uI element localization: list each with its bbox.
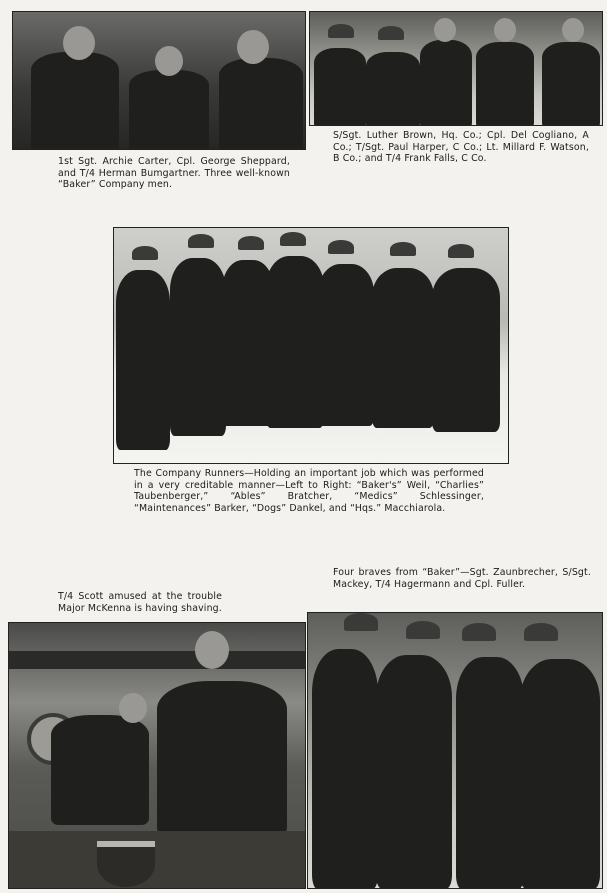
person-figure — [456, 657, 524, 889]
photo-bottom-left — [8, 622, 306, 889]
person-figure — [542, 42, 600, 126]
person-figure — [266, 256, 324, 428]
caption-top-right: S/Sgt. Luther Brown, Hq. Co.; Cpl. Del Cogliano, A Co.; T/Sgt. Paul Harper, C Co.; Lt. Millard F. Watson, B Co.; and T/4 Frank Falls, C Co. — [333, 130, 589, 165]
caption-top-left: 1st Sgt. Archie Carter, Cpl. George Sheppard, and T/4 Herman Bumgartner. Three well-known “Baker” Company men. — [58, 156, 290, 191]
caption-center: The Company Runners—Holding an important job which was performed in a very creditable manner—Left to Right: “Baker's” Weil, “Charlies” Taubenberger,” “Ables” Bratcher, “Medics” Schlessinger, “Maintenances” Barker, “Dogs” Dankel, and “Hqs.” Macchiarola. — [134, 468, 484, 514]
photo-top-left — [12, 11, 306, 150]
person-helmet — [188, 234, 214, 248]
person-figure — [372, 268, 434, 428]
person-figure — [476, 42, 534, 126]
person-helmet — [344, 613, 378, 631]
photo-bottom-right — [307, 612, 603, 889]
person-figure — [366, 52, 420, 126]
person-helmet — [280, 232, 306, 246]
person-helmet — [524, 623, 558, 641]
person-helmet — [406, 621, 440, 639]
person-helmet — [390, 242, 416, 256]
person-head — [119, 693, 147, 723]
person-figure — [314, 48, 366, 126]
person-helmet — [462, 623, 496, 641]
person-figure — [432, 268, 500, 432]
person-figure — [129, 70, 209, 150]
person-figure — [170, 258, 226, 436]
basin — [97, 841, 155, 887]
person-helmet — [328, 24, 354, 38]
person-figure — [318, 264, 374, 426]
person-head — [155, 46, 183, 76]
person-helmet — [132, 246, 158, 260]
person-helmet — [448, 244, 474, 258]
caption-bottom-left: T/4 Scott amused at the trouble Major McKenna is having shaving. — [58, 591, 222, 614]
person-figure — [157, 681, 287, 837]
person-head — [63, 26, 95, 60]
person-head — [494, 18, 516, 42]
person-figure — [31, 52, 119, 150]
person-helmet — [238, 236, 264, 250]
person-figure — [116, 270, 170, 450]
person-figure — [312, 649, 378, 889]
photo-center — [113, 227, 509, 464]
person-head — [434, 18, 456, 42]
caption-bottom-right: Four braves from “Baker”—Sgt. Zaunbrecher, S/Sgt. Mackey, T/4 Hagermann and Cpl. Fuller. — [333, 567, 591, 590]
photo-top-right — [309, 11, 603, 126]
person-figure — [376, 655, 452, 889]
person-helmet — [378, 26, 404, 40]
person-figure — [420, 40, 472, 126]
person-head — [195, 631, 229, 669]
person-figure — [51, 715, 149, 825]
ground — [9, 831, 305, 888]
person-figure — [520, 659, 600, 889]
tank-track — [9, 651, 305, 669]
person-head — [562, 18, 584, 42]
person-head — [237, 30, 269, 64]
person-figure — [219, 58, 303, 150]
person-helmet — [328, 240, 354, 254]
